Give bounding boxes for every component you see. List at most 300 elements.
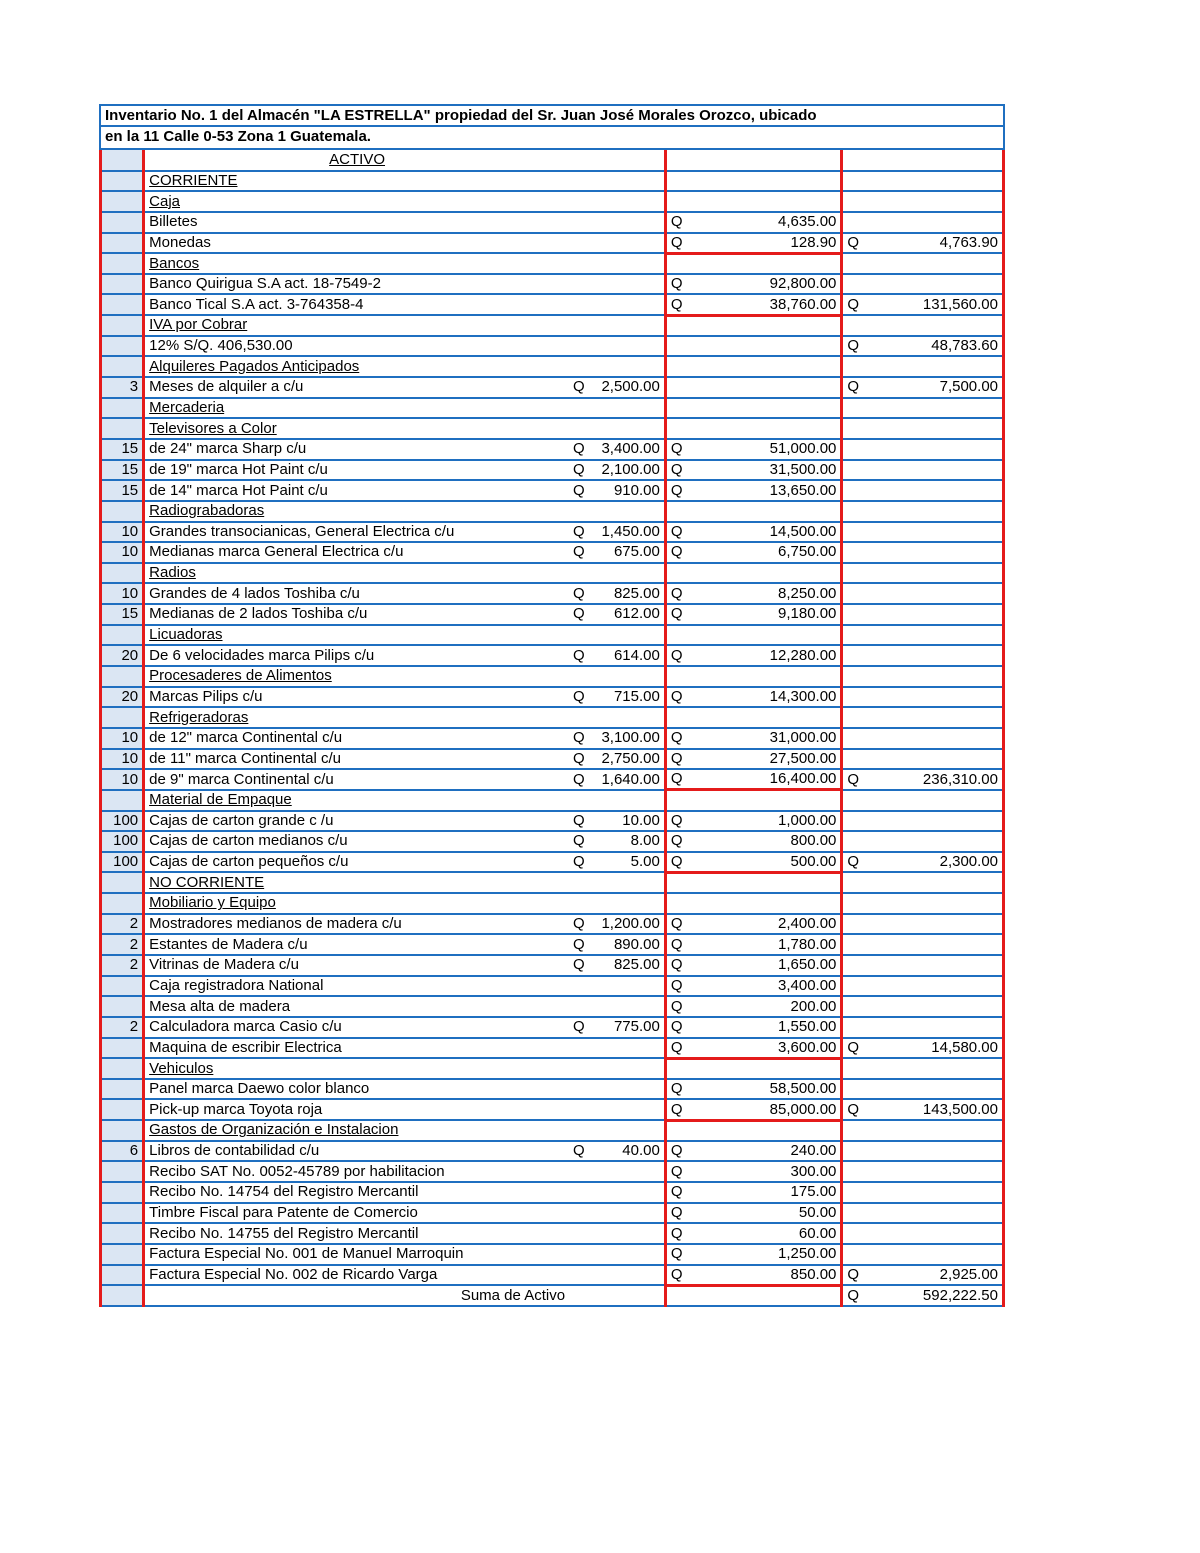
subtotal-cell: 31,000.00 bbox=[693, 728, 841, 749]
unit-price-cell bbox=[597, 790, 665, 811]
subtotal-cell: 2,400.00 bbox=[693, 914, 841, 935]
total-cell bbox=[870, 1017, 1004, 1038]
subtotal-cell: 3,600.00 bbox=[693, 1038, 841, 1059]
subtotal-cell bbox=[693, 707, 841, 728]
total-currency-cell bbox=[842, 831, 870, 852]
description-cell: Recibo SAT No. 0052-45789 por habilitacion bbox=[144, 1161, 569, 1182]
total-cell bbox=[870, 563, 1004, 584]
item-row bbox=[101, 604, 1004, 625]
subtotal-currency-cell: Q bbox=[665, 645, 693, 666]
total-cell bbox=[870, 604, 1004, 625]
subtotal-currency-cell: Q bbox=[665, 460, 693, 481]
total-currency-cell bbox=[842, 1058, 870, 1079]
subtotal-currency-cell: Q bbox=[665, 1203, 693, 1224]
item-row bbox=[101, 377, 1004, 398]
total-currency-cell bbox=[842, 996, 870, 1017]
total-currency-cell bbox=[842, 150, 870, 171]
unit-currency-cell bbox=[569, 893, 597, 914]
qty-cell bbox=[101, 707, 144, 728]
section-row bbox=[101, 1120, 1004, 1141]
description-cell: Billetes bbox=[144, 212, 569, 233]
total-cell bbox=[870, 315, 1004, 336]
item-row bbox=[101, 233, 1004, 254]
subtotal-currency-cell: Q bbox=[665, 996, 693, 1017]
total-currency-cell bbox=[842, 501, 870, 522]
unit-currency-cell: Q bbox=[569, 852, 597, 873]
item-row bbox=[101, 1244, 1004, 1265]
item-row bbox=[101, 645, 1004, 666]
total-currency-cell bbox=[842, 1223, 870, 1244]
subtotal-cell bbox=[693, 790, 841, 811]
unit-price-cell: 2,500.00 bbox=[597, 377, 665, 398]
unit-price-cell bbox=[597, 666, 665, 687]
item-row bbox=[101, 294, 1004, 315]
unit-price-cell bbox=[597, 398, 665, 419]
description-cell: Caja registradora National bbox=[144, 976, 569, 997]
unit-price-cell: 8.00 bbox=[597, 831, 665, 852]
subtotal-currency-cell: Q bbox=[665, 955, 693, 976]
section-row bbox=[101, 893, 1004, 914]
description-cell: Timbre Fiscal para Patente de Comercio bbox=[144, 1203, 569, 1224]
qty-cell bbox=[101, 315, 144, 336]
total-cell bbox=[870, 191, 1004, 212]
qty-cell: 2 bbox=[101, 914, 144, 935]
description-cell: Mesa alta de madera bbox=[144, 996, 569, 1017]
subtotal-cell: 175.00 bbox=[693, 1182, 841, 1203]
item-row bbox=[101, 1079, 1004, 1100]
subtotal-currency-cell bbox=[665, 398, 693, 419]
qty-cell bbox=[101, 1244, 144, 1265]
unit-price-cell bbox=[597, 976, 665, 997]
total-cell bbox=[870, 976, 1004, 997]
subtotal-currency-cell bbox=[665, 666, 693, 687]
description-cell: CORRIENTE bbox=[144, 171, 569, 192]
inventory-sheet bbox=[99, 104, 1005, 1307]
unit-price-cell: 715.00 bbox=[597, 687, 665, 708]
unit-currency-cell: Q bbox=[569, 480, 597, 501]
description-cell: Televisores a Color bbox=[144, 418, 569, 439]
unit-price-cell bbox=[597, 1182, 665, 1203]
total-cell bbox=[870, 542, 1004, 563]
description-cell: Recibo No. 14755 del Registro Mercantil bbox=[144, 1223, 569, 1244]
total-cell bbox=[870, 955, 1004, 976]
total-currency-cell bbox=[842, 583, 870, 604]
subtotal-cell bbox=[693, 625, 841, 646]
subtotal-cell bbox=[693, 336, 841, 357]
description-cell: Mostradores medianos de madera c/u bbox=[144, 914, 569, 935]
unit-price-cell bbox=[597, 150, 665, 171]
description-cell: ACTIVO bbox=[144, 150, 569, 171]
subtotal-currency-cell bbox=[665, 893, 693, 914]
subtotal-currency-cell: Q bbox=[665, 583, 693, 604]
subtotal-currency-cell: Q bbox=[665, 749, 693, 770]
unit-price-cell: 825.00 bbox=[597, 583, 665, 604]
subtotal-currency-cell: Q bbox=[665, 831, 693, 852]
qty-cell bbox=[101, 212, 144, 233]
section-row bbox=[101, 150, 1004, 171]
item-row bbox=[101, 212, 1004, 233]
total-cell bbox=[870, 1203, 1004, 1224]
qty-cell bbox=[101, 398, 144, 419]
subtotal-currency-cell: Q bbox=[665, 542, 693, 563]
total-currency-cell bbox=[842, 563, 870, 584]
item-row bbox=[101, 439, 1004, 460]
unit-price-cell bbox=[597, 274, 665, 295]
total-currency-cell bbox=[842, 1120, 870, 1141]
description-cell: Licuadoras bbox=[144, 625, 569, 646]
total-currency-cell: Q bbox=[842, 852, 870, 873]
unit-price-cell: 2,750.00 bbox=[597, 749, 665, 770]
item-row bbox=[101, 811, 1004, 832]
section-row bbox=[101, 191, 1004, 212]
subtotal-currency-cell: Q bbox=[665, 1182, 693, 1203]
subtotal-currency-cell: Q bbox=[665, 769, 693, 790]
qty-cell bbox=[101, 150, 144, 171]
subtotal-currency-cell: Q bbox=[665, 604, 693, 625]
item-row bbox=[101, 460, 1004, 481]
unit-currency-cell bbox=[569, 356, 597, 377]
subtotal-cell: 1,650.00 bbox=[693, 955, 841, 976]
subtotal-cell bbox=[693, 1285, 841, 1306]
unit-currency-cell: Q bbox=[569, 769, 597, 790]
description-cell: Material de Empaque bbox=[144, 790, 569, 811]
item-row bbox=[101, 996, 1004, 1017]
total-currency-cell: Q bbox=[842, 377, 870, 398]
total-cell bbox=[870, 460, 1004, 481]
subtotal-currency-cell: Q bbox=[665, 439, 693, 460]
subtotal-cell bbox=[693, 893, 841, 914]
total-cell: 236,310.00 bbox=[870, 769, 1004, 790]
description-cell: Marcas Pilips c/u bbox=[144, 687, 569, 708]
total-currency-cell bbox=[842, 315, 870, 336]
unit-price-cell: 675.00 bbox=[597, 542, 665, 563]
item-row bbox=[101, 728, 1004, 749]
item-row bbox=[101, 542, 1004, 563]
total-currency-cell bbox=[842, 728, 870, 749]
section-row bbox=[101, 501, 1004, 522]
unit-currency-cell: Q bbox=[569, 645, 597, 666]
subtotal-cell bbox=[693, 356, 841, 377]
subtotal-currency-cell: Q bbox=[665, 294, 693, 315]
total-currency-cell bbox=[842, 542, 870, 563]
total-cell bbox=[870, 707, 1004, 728]
qty-cell: 15 bbox=[101, 604, 144, 625]
total-currency-cell bbox=[842, 893, 870, 914]
qty-cell: 15 bbox=[101, 480, 144, 501]
subtotal-currency-cell bbox=[665, 1120, 693, 1141]
description-cell: Pick-up marca Toyota roja bbox=[144, 1099, 569, 1120]
subtotal-cell: 800.00 bbox=[693, 831, 841, 852]
unit-currency-cell bbox=[569, 1161, 597, 1182]
total-currency-cell bbox=[842, 645, 870, 666]
section-row bbox=[101, 418, 1004, 439]
total-currency-cell bbox=[842, 522, 870, 543]
unit-currency-cell bbox=[569, 1223, 597, 1244]
unit-currency-cell bbox=[569, 294, 597, 315]
total-cell bbox=[870, 1141, 1004, 1162]
total-cell bbox=[870, 934, 1004, 955]
subtotal-currency-cell bbox=[665, 150, 693, 171]
total-currency-cell bbox=[842, 356, 870, 377]
header-line-1: Inventario No. 1 del Almacén "LA ESTRELLA" propiedad del Sr. Juan José Morales Orozco, ubicado bbox=[99, 104, 1005, 127]
section-row bbox=[101, 1058, 1004, 1079]
header-line-2: en la 11 Calle 0-53 Zona 1 Guatemala. bbox=[99, 127, 1005, 150]
description-cell: Calculadora marca Casio c/u bbox=[144, 1017, 569, 1038]
description-cell: Cajas de carton medianos c/u bbox=[144, 831, 569, 852]
description-cell: Estantes de Madera c/u bbox=[144, 934, 569, 955]
total-cell: 2,925.00 bbox=[870, 1265, 1004, 1286]
description-cell: Cajas de carton pequeños c/u bbox=[144, 852, 569, 873]
description-cell: IVA por Cobrar bbox=[144, 315, 569, 336]
subtotal-cell: 51,000.00 bbox=[693, 439, 841, 460]
subtotal-cell: 4,635.00 bbox=[693, 212, 841, 233]
section-row bbox=[101, 707, 1004, 728]
subtotal-cell: 16,400.00 bbox=[693, 769, 841, 790]
description-cell: Vehiculos bbox=[144, 1058, 569, 1079]
subtotal-cell bbox=[693, 171, 841, 192]
description-cell: Meses de alquiler a c/u bbox=[144, 377, 569, 398]
unit-currency-cell bbox=[569, 1120, 597, 1141]
unit-currency-cell bbox=[569, 666, 597, 687]
unit-price-cell: 5.00 bbox=[597, 852, 665, 873]
qty-cell: 15 bbox=[101, 439, 144, 460]
total-cell bbox=[870, 1058, 1004, 1079]
subtotal-cell bbox=[693, 253, 841, 274]
subtotal-cell: 31,500.00 bbox=[693, 460, 841, 481]
subtotal-currency-cell: Q bbox=[665, 274, 693, 295]
subtotal-currency-cell: Q bbox=[665, 212, 693, 233]
unit-price-cell: 1,640.00 bbox=[597, 769, 665, 790]
unit-currency-cell bbox=[569, 625, 597, 646]
qty-cell bbox=[101, 418, 144, 439]
total-cell bbox=[870, 749, 1004, 770]
subtotal-cell: 60.00 bbox=[693, 1223, 841, 1244]
description-cell: Recibo No. 14754 del Registro Mercantil bbox=[144, 1182, 569, 1203]
item-row bbox=[101, 336, 1004, 357]
total-currency-cell: Q bbox=[842, 1265, 870, 1286]
total-currency-cell: Q bbox=[842, 1285, 870, 1306]
unit-currency-cell: Q bbox=[569, 811, 597, 832]
qty-cell bbox=[101, 1223, 144, 1244]
subtotal-cell bbox=[693, 377, 841, 398]
qty-cell bbox=[101, 625, 144, 646]
qty-cell: 10 bbox=[101, 583, 144, 604]
description-cell: Libros de contabilidad c/u bbox=[144, 1141, 569, 1162]
item-row bbox=[101, 831, 1004, 852]
item-row bbox=[101, 583, 1004, 604]
description-cell: de 24" marca Sharp c/u bbox=[144, 439, 569, 460]
subtotal-currency-cell: Q bbox=[665, 522, 693, 543]
unit-currency-cell bbox=[569, 707, 597, 728]
description-cell: Factura Especial No. 002 de Ricardo Varga bbox=[144, 1265, 569, 1286]
item-row bbox=[101, 955, 1004, 976]
section-row bbox=[101, 315, 1004, 336]
section-row bbox=[101, 356, 1004, 377]
total-cell bbox=[870, 728, 1004, 749]
unit-price-cell bbox=[597, 356, 665, 377]
unit-currency-cell: Q bbox=[569, 914, 597, 935]
item-row bbox=[101, 1017, 1004, 1038]
subtotal-currency-cell bbox=[665, 253, 693, 274]
unit-price-cell bbox=[597, 996, 665, 1017]
total-cell bbox=[870, 811, 1004, 832]
subtotal-currency-cell bbox=[665, 1058, 693, 1079]
description-cell: Banco Tical S.A act. 3-764358-4 bbox=[144, 294, 569, 315]
total-currency-cell bbox=[842, 253, 870, 274]
subtotal-currency-cell: Q bbox=[665, 1244, 693, 1265]
total-cell: 48,783.60 bbox=[870, 336, 1004, 357]
subtotal-currency-cell: Q bbox=[665, 1079, 693, 1100]
total-currency-cell bbox=[842, 439, 870, 460]
qty-cell: 10 bbox=[101, 749, 144, 770]
item-row bbox=[101, 1223, 1004, 1244]
unit-price-cell: 2,100.00 bbox=[597, 460, 665, 481]
total-cell bbox=[870, 480, 1004, 501]
subtotal-cell: 500.00 bbox=[693, 852, 841, 873]
unit-currency-cell bbox=[569, 1038, 597, 1059]
total-currency-cell bbox=[842, 707, 870, 728]
qty-cell bbox=[101, 253, 144, 274]
total-currency-cell bbox=[842, 976, 870, 997]
total-cell: 7,500.00 bbox=[870, 377, 1004, 398]
description-cell: De 6 velocidades marca Pilips c/u bbox=[144, 645, 569, 666]
item-row bbox=[101, 749, 1004, 770]
total-cell: 592,222.50 bbox=[870, 1285, 1004, 1306]
total-cell bbox=[870, 687, 1004, 708]
total-currency-cell bbox=[842, 480, 870, 501]
unit-currency-cell bbox=[569, 1203, 597, 1224]
subtotal-cell: 1,000.00 bbox=[693, 811, 841, 832]
description-cell: Banco Quirigua S.A act. 18-7549-2 bbox=[144, 274, 569, 295]
total-cell bbox=[870, 1079, 1004, 1100]
qty-cell bbox=[101, 976, 144, 997]
total-cell bbox=[870, 1244, 1004, 1265]
total-currency-cell bbox=[842, 1244, 870, 1265]
qty-cell bbox=[101, 872, 144, 893]
total-cell bbox=[870, 501, 1004, 522]
qty-cell: 15 bbox=[101, 460, 144, 481]
item-row bbox=[101, 1265, 1004, 1286]
subtotal-cell: 13,650.00 bbox=[693, 480, 841, 501]
subtotal-cell: 1,250.00 bbox=[693, 1244, 841, 1265]
total-cell bbox=[870, 356, 1004, 377]
unit-price-cell bbox=[597, 233, 665, 254]
section-row bbox=[101, 398, 1004, 419]
description-cell: Mobiliario y Equipo bbox=[144, 893, 569, 914]
unit-currency-cell bbox=[569, 150, 597, 171]
subtotal-currency-cell: Q bbox=[665, 1161, 693, 1182]
subtotal-cell: 92,800.00 bbox=[693, 274, 841, 295]
total-currency-cell bbox=[842, 418, 870, 439]
subtotal-cell: 58,500.00 bbox=[693, 1079, 841, 1100]
total-cell bbox=[870, 1120, 1004, 1141]
qty-cell: 10 bbox=[101, 542, 144, 563]
unit-price-cell bbox=[597, 1099, 665, 1120]
total-currency-cell bbox=[842, 1182, 870, 1203]
qty-cell bbox=[101, 1182, 144, 1203]
description-cell: Mercaderia bbox=[144, 398, 569, 419]
unit-currency-cell bbox=[569, 1285, 597, 1306]
description-cell: NO CORRIENTE bbox=[144, 872, 569, 893]
unit-currency-cell bbox=[569, 563, 597, 584]
total-currency-cell bbox=[842, 274, 870, 295]
unit-price-cell bbox=[597, 501, 665, 522]
subtotal-cell: 12,280.00 bbox=[693, 645, 841, 666]
unit-currency-cell: Q bbox=[569, 542, 597, 563]
subtotal-currency-cell bbox=[665, 377, 693, 398]
subtotal-cell bbox=[693, 872, 841, 893]
description-cell: Grandes transocianicas, General Electrica c/u bbox=[144, 522, 569, 543]
unit-currency-cell: Q bbox=[569, 439, 597, 460]
unit-currency-cell bbox=[569, 233, 597, 254]
subtotal-cell: 8,250.00 bbox=[693, 583, 841, 604]
subtotal-currency-cell bbox=[665, 707, 693, 728]
total-currency-cell bbox=[842, 687, 870, 708]
inventory-table bbox=[99, 150, 1005, 1307]
unit-price-cell: 10.00 bbox=[597, 811, 665, 832]
qty-cell: 2 bbox=[101, 934, 144, 955]
subtotal-cell bbox=[693, 563, 841, 584]
item-row bbox=[101, 1141, 1004, 1162]
total-currency-cell bbox=[842, 666, 870, 687]
qty-cell: 10 bbox=[101, 522, 144, 543]
unit-currency-cell bbox=[569, 398, 597, 419]
unit-currency-cell bbox=[569, 315, 597, 336]
unit-currency-cell bbox=[569, 1182, 597, 1203]
subtotal-cell: 1,550.00 bbox=[693, 1017, 841, 1038]
subtotal-currency-cell bbox=[665, 625, 693, 646]
unit-price-cell bbox=[597, 1203, 665, 1224]
section-row bbox=[101, 171, 1004, 192]
sum-row bbox=[101, 1285, 1004, 1306]
qty-cell bbox=[101, 1079, 144, 1100]
total-cell bbox=[870, 439, 1004, 460]
subtotal-cell: 14,500.00 bbox=[693, 522, 841, 543]
unit-price-cell: 3,400.00 bbox=[597, 439, 665, 460]
subtotal-cell: 240.00 bbox=[693, 1141, 841, 1162]
section-row bbox=[101, 666, 1004, 687]
subtotal-cell bbox=[693, 150, 841, 171]
qty-cell bbox=[101, 1120, 144, 1141]
section-row bbox=[101, 253, 1004, 274]
unit-price-cell bbox=[597, 893, 665, 914]
unit-price-cell: 614.00 bbox=[597, 645, 665, 666]
unit-price-cell bbox=[597, 212, 665, 233]
total-currency-cell bbox=[842, 872, 870, 893]
qty-cell bbox=[101, 1099, 144, 1120]
description-cell: de 11" marca Continental c/u bbox=[144, 749, 569, 770]
item-row bbox=[101, 934, 1004, 955]
unit-price-cell bbox=[597, 294, 665, 315]
description-cell: Panel marca Daewo color blanco bbox=[144, 1079, 569, 1100]
description-cell: de 9" marca Continental c/u bbox=[144, 769, 569, 790]
qty-cell: 10 bbox=[101, 769, 144, 790]
total-cell bbox=[870, 893, 1004, 914]
item-row bbox=[101, 852, 1004, 873]
description-cell: Procesaderes de Alimentos bbox=[144, 666, 569, 687]
unit-currency-cell bbox=[569, 1265, 597, 1286]
item-row bbox=[101, 1038, 1004, 1059]
total-currency-cell: Q bbox=[842, 294, 870, 315]
subtotal-cell bbox=[693, 315, 841, 336]
unit-currency-cell bbox=[569, 996, 597, 1017]
qty-cell bbox=[101, 996, 144, 1017]
unit-currency-cell bbox=[569, 501, 597, 522]
subtotal-currency-cell bbox=[665, 315, 693, 336]
section-row bbox=[101, 625, 1004, 646]
total-cell bbox=[870, 274, 1004, 295]
total-cell bbox=[870, 150, 1004, 171]
